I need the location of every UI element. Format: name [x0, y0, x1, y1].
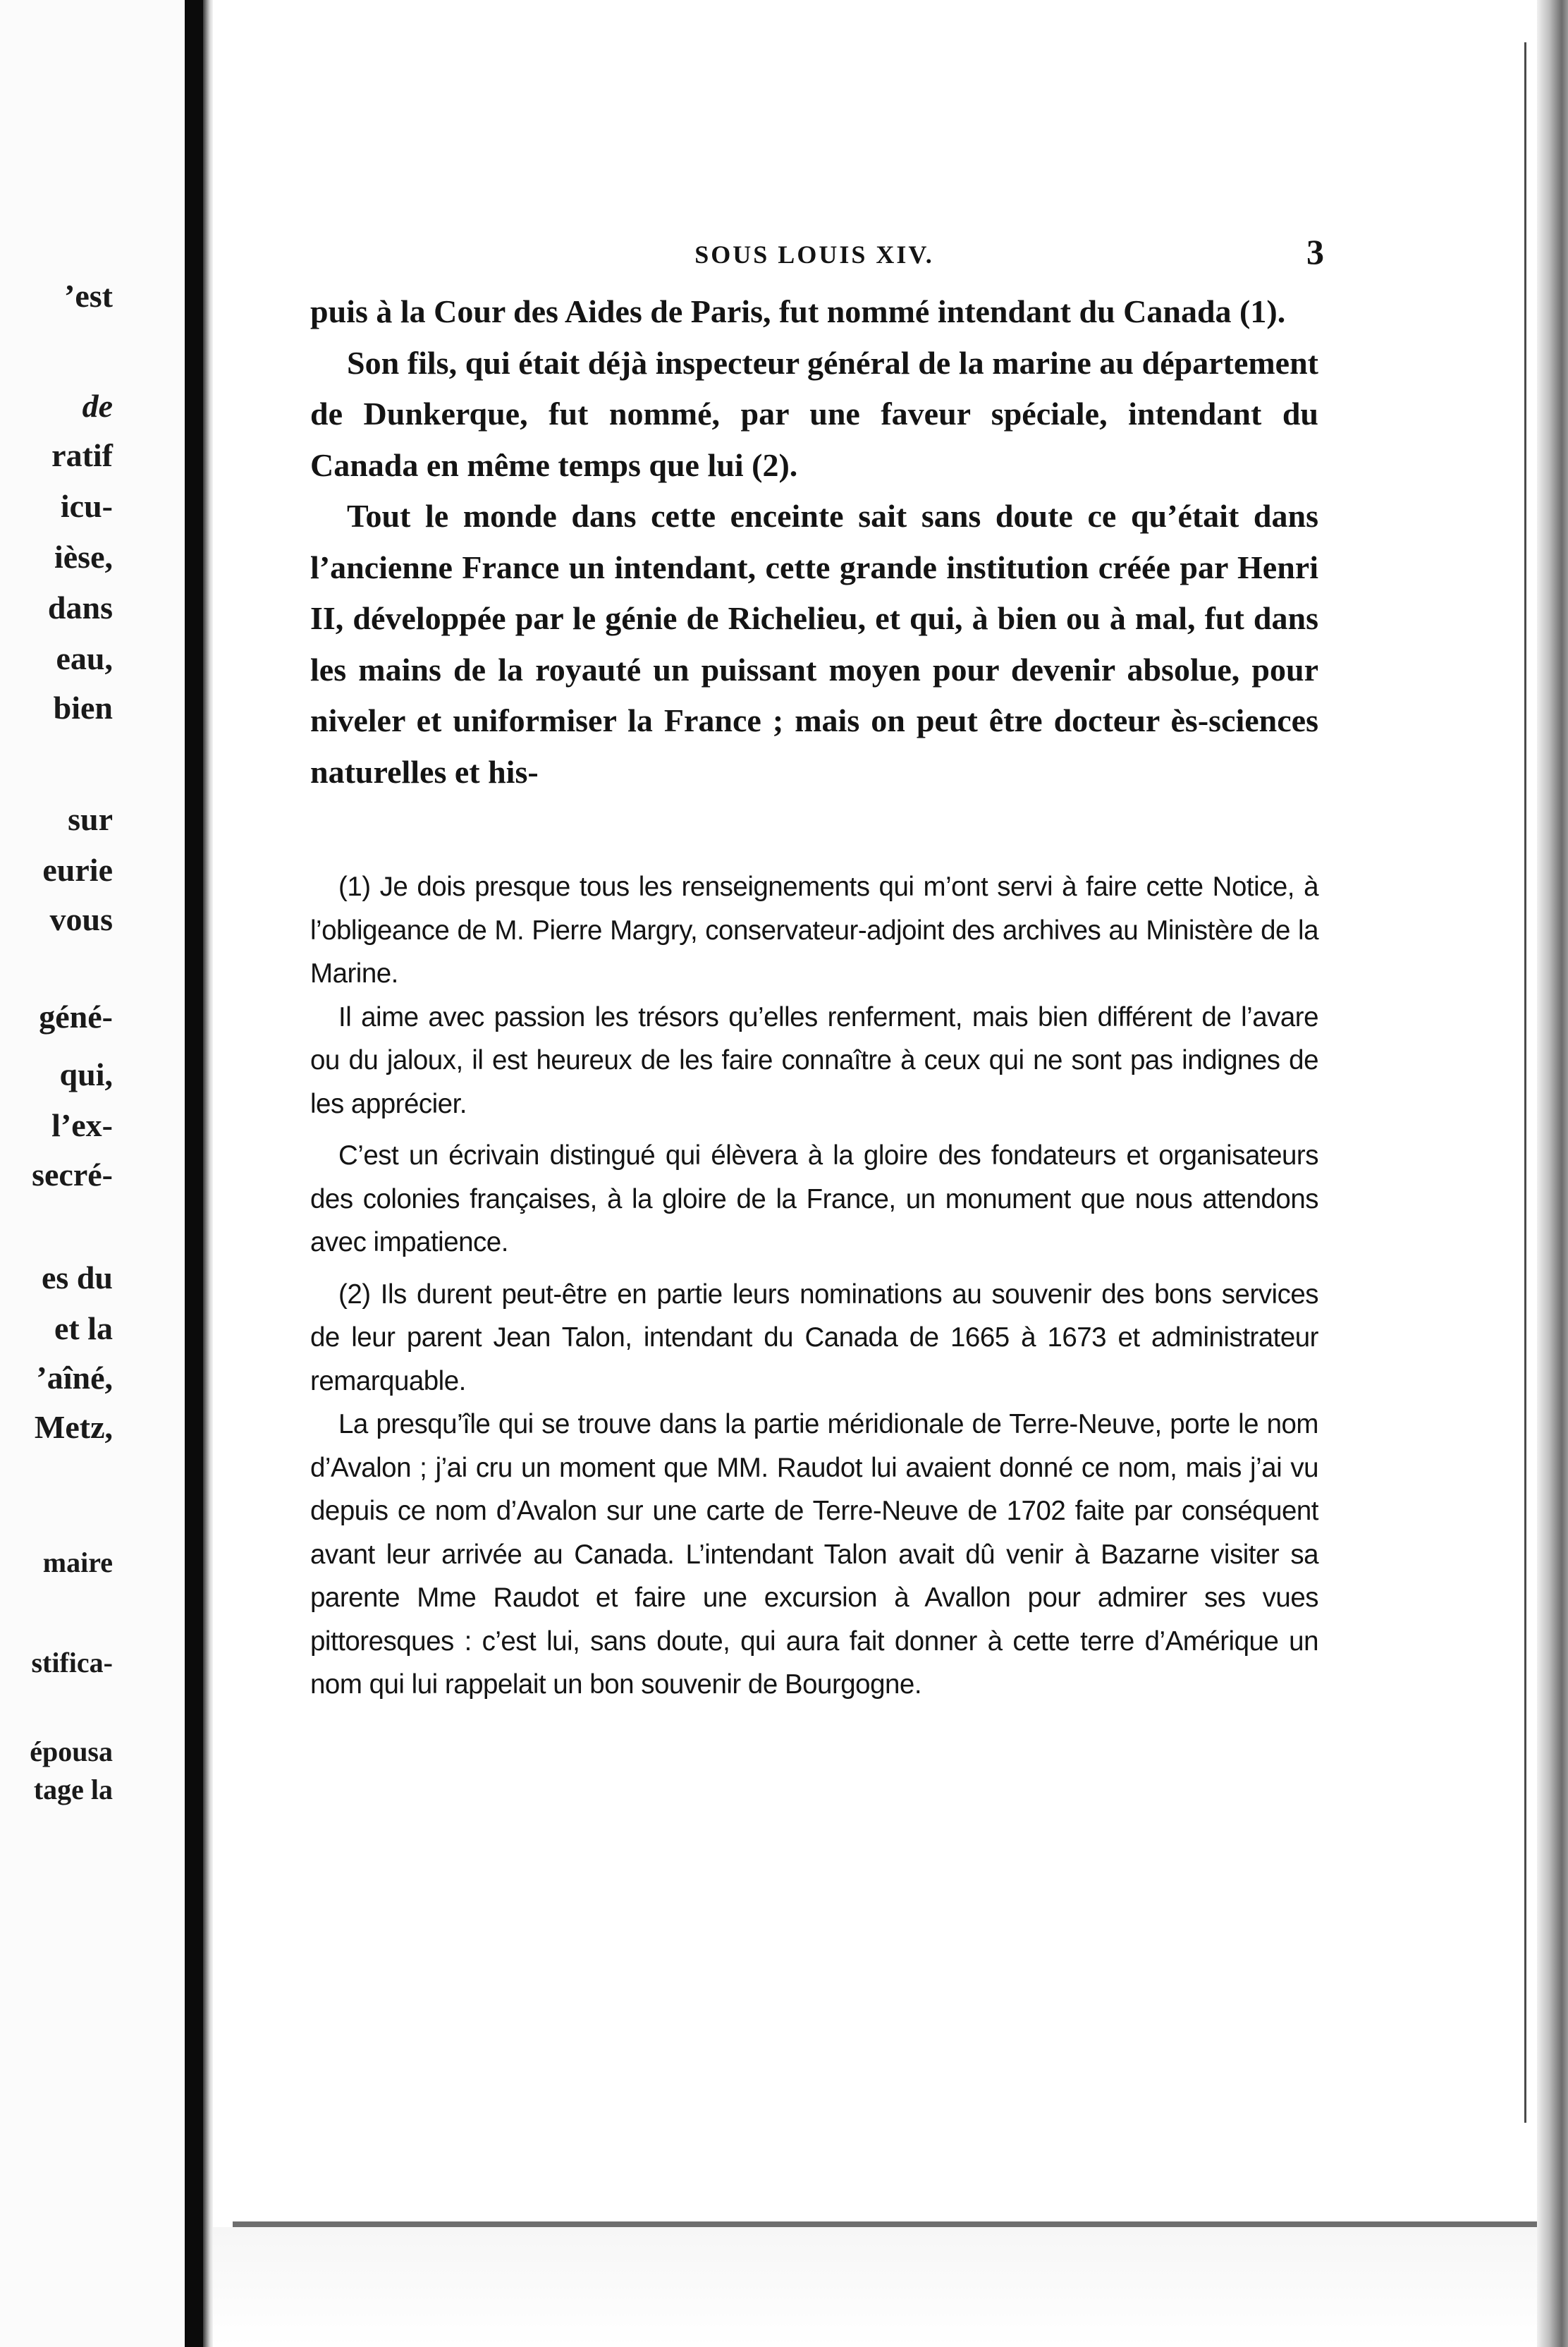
running-title: SOUS LOUIS XIV.: [694, 240, 934, 269]
left-fragment-line: secré-: [32, 1157, 113, 1193]
running-header: [310, 232, 1324, 276]
left-fragment-line: eau,: [56, 640, 113, 676]
left-fragment-line: eurie: [42, 852, 113, 888]
footnote-2: (2) Ils durent peut-être en partie leurs nominations au souvenir des bons services de leur parent Jean Talon, intendant du Canada de 1665 à 1673 et administrateur remarquable.: [310, 1279, 1318, 1396]
left-fragment-line: qui,: [59, 1056, 113, 1092]
left-fragment-line: ièse,: [54, 539, 113, 575]
left-fragment-line: dans: [47, 590, 113, 626]
left-fragment-line: et la: [54, 1310, 113, 1346]
left-fragment-line: ’est: [64, 278, 113, 314]
paragraph: Tout le monde dans cette enceinte sait sans doute ce qu’était dans l’ancienne France un intendant, cette grande institution créée par Henri II, développée par le génie de Richelieu, et qui, à bien ou à mal, fut dans les mains de la royauté un puissant moyen pour devenir absolue, pour niveler et uniformiser la France ; mais on peut être docteur ès-sciences naturelles et his-: [310, 498, 1318, 790]
left-fragment-line: es du: [42, 1260, 113, 1296]
left-fragment-line: sur: [68, 801, 113, 837]
right-page-edge: [1537, 0, 1568, 2347]
page-edge-line: [1524, 42, 1526, 2123]
left-page-text-column: [0, 0, 113, 1904]
left-fragment-line: icu-: [60, 488, 113, 524]
left-fragment-line: tage la: [33, 1774, 113, 1805]
gutter-shadow: [203, 0, 213, 2347]
left-fragment-line: épousa: [30, 1736, 113, 1767]
left-fragment-line: Metz,: [34, 1409, 113, 1445]
footnote-2-continued: La presqu’île qui se trouve dans la partie méridionale de Terre-Neuve, porte le nom d’Avalon ; j’ai cru un moment que MM. Raudot lui avaient donné ce nom, mais j’ai vu depuis ce nom d’Avalon sur une carte de Terre-Neuve de 1702 faite par conséquent avant leur arrivée au Canada. L’intendant Talon avait dû venir à Bazarne visiter sa parente Mme Raudot et faire une excursion à Avallon pour admirer ses vues pittoresques : c’est lui, sans doute, qui aura fait donner à cette terre d’Amérique un nom qui lui rappelait un bon souvenir de Bourgogne.: [310, 1409, 1318, 1700]
footnote-1: (1) Je dois presque tous les renseignements qui m’ont servi à faire cette Notice, à l’obligeance de M. Pierre Margry, conservateur-adjoint des archives au Ministère de la Marine.: [310, 872, 1318, 989]
book-gutter: [185, 0, 203, 2347]
left-fragment-line: bien: [53, 690, 113, 726]
left-fragment-line: de: [82, 388, 113, 424]
book-page: [310, 232, 1324, 1707]
left-fragment-line: ’aîné,: [36, 1360, 113, 1396]
left-fragment-line: l’ex-: [51, 1107, 113, 1143]
bottom-margin: [213, 2227, 1537, 2347]
left-fragment-line: vous: [49, 901, 113, 937]
left-fragment-line: stifica-: [31, 1647, 113, 1678]
paragraph: Son fils, qui était déjà inspecteur général de la marine au département de Dunkerque, fut nommé, par une faveur spéciale, intendant du Canada en même temps que lui (2).: [310, 344, 1318, 483]
left-fragment-line: géné-: [39, 999, 113, 1035]
footnote-1-continued: Il aime avec passion les trésors qu’elles renferment, mais bien différent de l’avare ou du jaloux, il est heureux de les faire connaître à ceux qui ne sont pas indignes de les apprécier.: [310, 1001, 1318, 1119]
footnote-1-continued: C’est un écrivain distingué qui élèvera à la gloire des fondateurs et organisateurs des colonies françaises, à la gloire de la France, un monument que nous attendons avec impatience.: [310, 1140, 1318, 1257]
footnotes: [310, 865, 1318, 1707]
left-fragment-line: ratif: [51, 437, 113, 473]
body-text: [310, 286, 1318, 798]
paragraph: puis à la Cour des Aides de Paris, fut nommé intendant du Canada (1).: [310, 293, 1286, 329]
page-number: 3: [1306, 232, 1324, 272]
left-page-fragment: [0, 0, 185, 2347]
left-fragment-line: maire: [42, 1547, 113, 1578]
bottom-page-edge: [233, 2221, 1537, 2227]
